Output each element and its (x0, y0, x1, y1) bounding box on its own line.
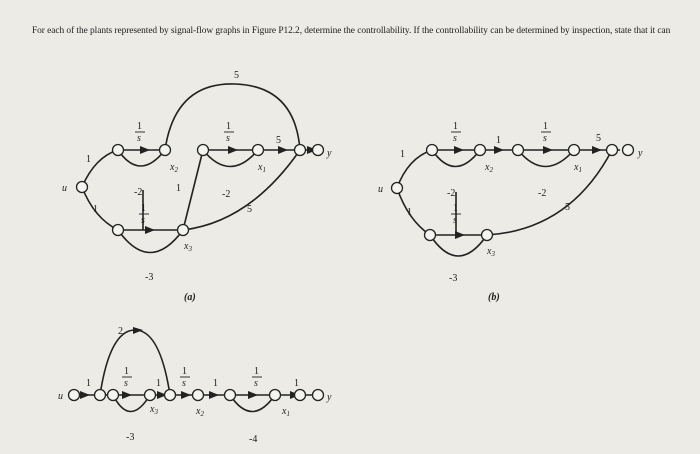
label-a-int-bot-num: 1 (141, 203, 146, 214)
label-b-g-out: 5 (596, 133, 601, 144)
branch-a-cross (183, 150, 203, 230)
label-a-g-cross: 1 (176, 183, 181, 194)
node-a-y (313, 145, 324, 156)
label-c-int2-num: 1 (182, 366, 187, 377)
label-b-g-u-bot: 1 (407, 207, 412, 218)
signal-flow-graph-a (62, 70, 332, 303)
node-b-y (623, 145, 634, 156)
label-c-int2-den: s (182, 378, 186, 389)
label-c-g4: 1 (294, 378, 299, 389)
label-b-int-b-num: 1 (543, 121, 548, 132)
label-b-int-a-den: s (453, 133, 457, 144)
problem-statement: For each of the plants represented by signal-flow graphs in Figure P12.2, determine the controllability. If the controllability can be determined by inspection, state that it can (32, 26, 671, 36)
branch-a-u-bottom (82, 187, 118, 230)
node-b-4 (607, 145, 618, 156)
label-c-g1: 1 (86, 378, 91, 389)
label-a-int-bot-den: s (141, 215, 145, 226)
node-b-5 (425, 230, 436, 241)
node-a-x3 (178, 225, 189, 236)
label-c-x2: $x_2$ (196, 406, 204, 418)
label-c-y: y (327, 392, 332, 403)
label-a-fb-mid: -2 (222, 189, 231, 200)
node-a-1 (113, 145, 124, 156)
label-c-g2: 1 (156, 378, 161, 389)
label-a-x2: $x_2$ (170, 162, 178, 174)
node-c-x2 (193, 390, 204, 401)
label-c-fb1: -3 (126, 432, 135, 443)
node-b-u (392, 183, 403, 194)
node-c-x3 (145, 390, 156, 401)
caption-b: (b) (488, 292, 500, 303)
node-a-4 (295, 145, 306, 156)
label-c-int3-den: s (254, 378, 258, 389)
node-c-1 (95, 390, 106, 401)
branch-a-fb-bot (118, 230, 183, 253)
node-a-u (77, 182, 88, 193)
label-b-g-lower: 5 (565, 202, 570, 213)
label-b-x3: $x_3$ (487, 246, 495, 258)
node-a-3 (198, 145, 209, 156)
label-b-x1: $x_1$ (574, 162, 582, 174)
label-b-g-u-top: 1 (400, 149, 405, 160)
branch-c-fb3 (230, 395, 275, 412)
label-b-y: y (638, 148, 643, 159)
label-b-fb-b: -2 (538, 188, 547, 199)
label-b-x2: $x_2$ (485, 162, 493, 174)
node-b-x1 (569, 145, 580, 156)
label-a-g-out: 5 (276, 135, 281, 146)
node-b-3 (513, 145, 524, 156)
label-a-int-mid-num: 1 (226, 121, 231, 132)
node-b-x3 (482, 230, 493, 241)
node-a-x2 (160, 145, 171, 156)
signal-flow-graph-b (378, 121, 643, 303)
caption-a: (a) (184, 292, 196, 303)
label-a-x3: $x_3$ (184, 241, 192, 253)
label-b-int-a-num: 1 (453, 121, 458, 132)
label-a-u: u (62, 183, 67, 194)
label-b-u: u (378, 184, 383, 195)
label-b-int-b-den: s (543, 133, 547, 144)
label-b-int-bot-den: s (453, 215, 457, 226)
label-a-g-u-bot: 1 (93, 204, 98, 215)
signal-flow-graph-c (58, 326, 332, 445)
label-a-y: y (327, 148, 332, 159)
branch-b-fb-bot (430, 235, 487, 256)
label-c-fb3: -4 (249, 434, 258, 445)
node-c-u (69, 390, 80, 401)
label-b-g-between: 1 (496, 135, 501, 146)
node-c-2 (108, 390, 119, 401)
label-a-g-lower: 5 (247, 204, 252, 215)
label-a-int-top-num: 1 (137, 121, 142, 132)
branch-b-u-bottom (397, 188, 430, 235)
node-a-5 (113, 225, 124, 236)
label-a-g-big: 5 (234, 70, 239, 81)
node-c-x1 (270, 390, 281, 401)
label-a-int-top-den: s (137, 133, 141, 144)
label-c-top-loop: 2 (118, 326, 123, 337)
label-a-fb-bot: -3 (145, 272, 154, 283)
label-c-u: u (58, 391, 63, 402)
node-a-x1 (253, 145, 264, 156)
label-c-g3: 1 (213, 378, 218, 389)
label-b-int-bot-num: 1 (453, 203, 458, 214)
label-a-fb-top: -2 (134, 187, 143, 198)
label-c-int1-den: s (124, 378, 128, 389)
node-c-5 (295, 390, 306, 401)
node-c-3 (165, 390, 176, 401)
label-b-fb-bot: -3 (449, 273, 458, 284)
label-a-int-mid-den: s (226, 133, 230, 144)
label-c-int3-num: 1 (254, 366, 259, 377)
label-a-x1: $x_1$ (258, 162, 266, 174)
branch-b-lower (487, 150, 612, 235)
node-b-x2 (475, 145, 486, 156)
label-c-x1: $x_1$ (282, 406, 290, 418)
node-c-y (313, 390, 324, 401)
label-b-fb-a: -2 (447, 188, 456, 199)
label-c-int1-num: 1 (124, 366, 129, 377)
node-c-4 (225, 390, 236, 401)
label-a-g-u-top: 1 (86, 154, 91, 165)
node-b-1 (427, 145, 438, 156)
label-c-x3: $x_3$ (150, 404, 158, 416)
